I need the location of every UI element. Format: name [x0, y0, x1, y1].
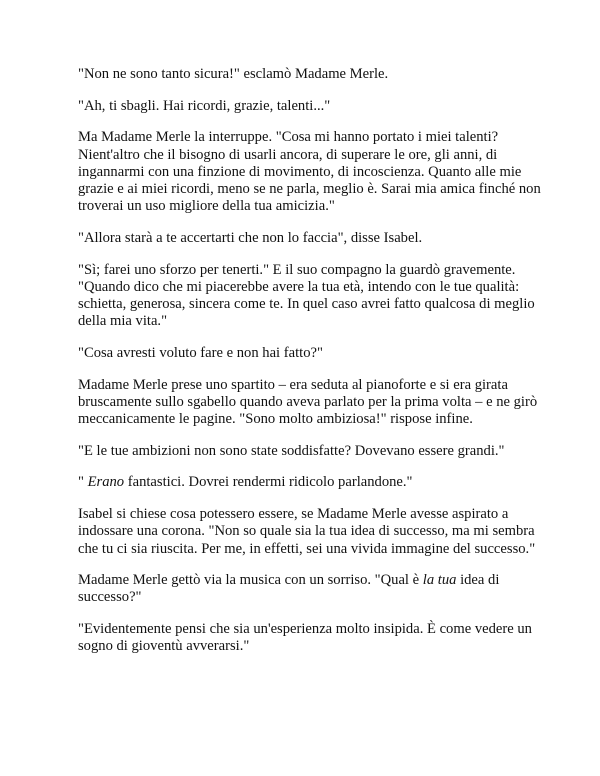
paragraph-text: idea di successo?": [78, 572, 500, 606]
paragraph: "Non ne sono tanto sicura!" esclamò Madame Merle.: [78, 66, 389, 82]
paragraph-text: ": [78, 474, 88, 491]
document-body: [78, 66, 548, 670]
paragraph: "Cosa avresti voluto fare e non hai fatto?": [78, 344, 323, 361]
emphasized-text: Erano: [87, 474, 125, 491]
paragraph: "E le tue ambizioni non sono state soddisfatte? Dovevano essere grandi.": [78, 442, 505, 459]
emphasized-text: la tua: [422, 572, 457, 589]
paragraph: [78, 572, 548, 606]
paragraph: "Ah, ti sbagli. Hai ricordi, grazie, talenti...": [78, 97, 331, 114]
paragraph: Madame Merle prese uno spartito – era seduta al pianoforte e si era girata bruscamente sullo sgabello quando aveva parlato per la prima volta – e ne girò meccanicamente le pagine. "Sono molto ambiziosa!" rispose infine.: [78, 376, 538, 428]
paragraph: "Evidentemente pensi che sia un'esperienza molto insipida. È come vedere un sogno di gioventù avverarsi.": [78, 621, 532, 655]
paragraph: Ma Madame Merle la interruppe. "Cosa mi hanno portato i miei talenti? Nient'altro che il bisogno di usarli ancora, di superare le ore, gli anni, di ingannarmi con una finzione di movimento, di incoscienza. Quanto alle mie grazie e ai miei ricordi, meno se ne parla, meglio è. Sarai mia amica finché non troverai un uso migliore della tua amicizia.": [78, 129, 541, 215]
paragraph-text: Madame Merle gettò via la musica con un sorriso. "Qual è: [78, 572, 423, 589]
paragraph: [78, 474, 548, 491]
paragraph: "Sì; farei uno sforzo per tenerti." E il suo compagno la guardò gravemente. "Quando dico che mi piacerebbe avere la tua età, intendo con le tue qualità: schietta, generosa, sincera come te. In quel caso avrei fatto qualcosa di meglio della mia vita.": [78, 261, 535, 330]
paragraph-text: fantastici. Dovrei rendermi ridicolo parlandone.": [124, 474, 413, 491]
paragraph: "Allora starà a te accertarti che non lo faccia", disse Isabel.: [78, 229, 423, 246]
paragraph: Isabel si chiese cosa potessero essere, se Madame Merle avesse aspirato a indossare una corona. "Non so quale sia la tua idea di successo, ma mi sembra che tu ci sia riuscita. Per me, in effetti, sei una vivida immagine del successo.": [78, 506, 536, 557]
